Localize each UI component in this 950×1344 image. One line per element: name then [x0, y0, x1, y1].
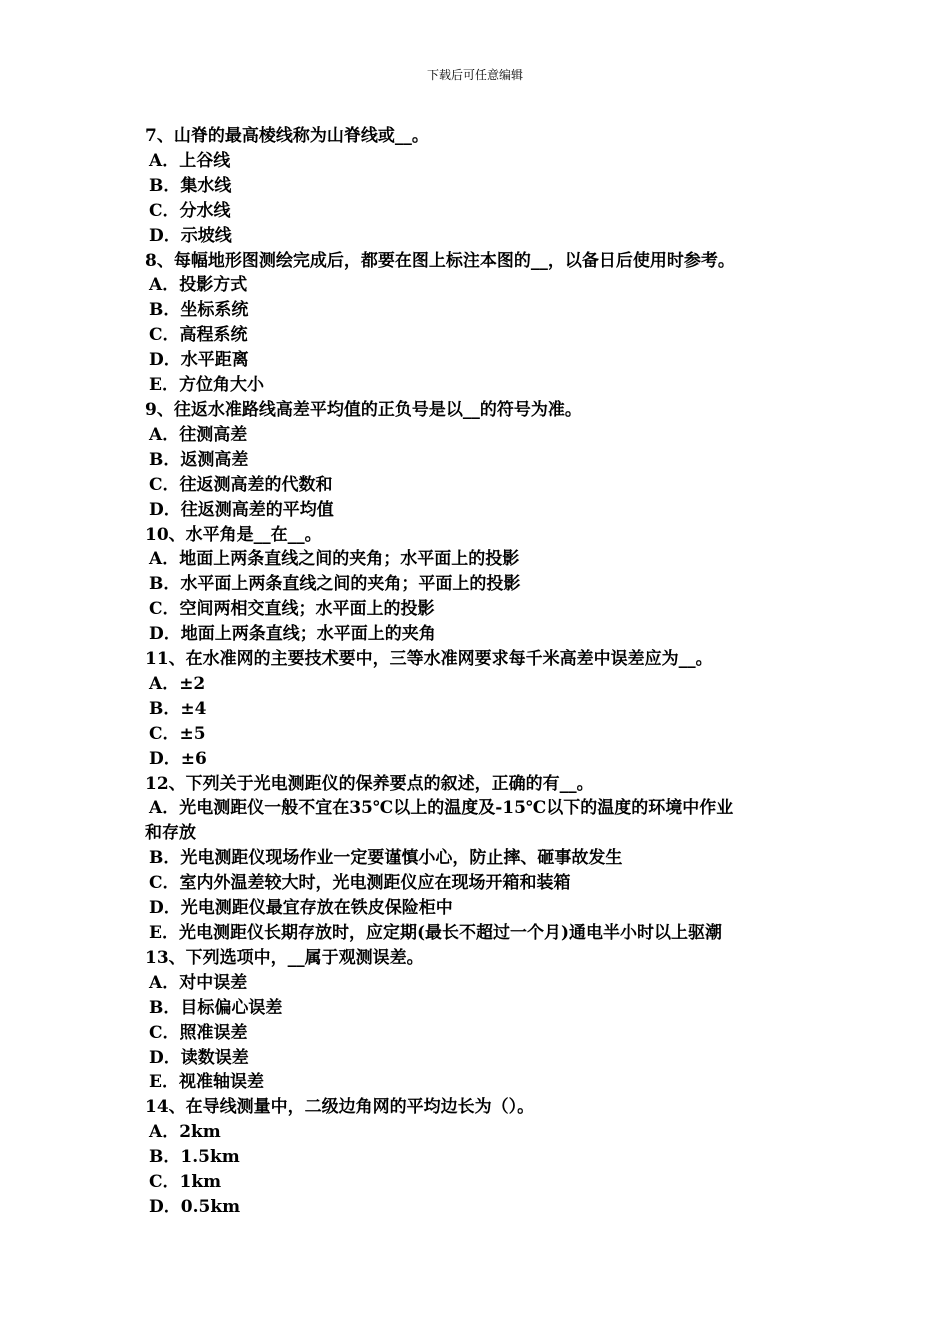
question-text: 14、在导线测量中，二级边角网的平均边长为（）。 — [145, 1097, 535, 1118]
question-text: 7、山脊的最高棱线称为山脊线或__。 — [145, 126, 429, 146]
answer-option: C．1km — [149, 1172, 222, 1193]
answer-option: A．地面上两条直线之间的夹角；水平面上的投影 — [149, 549, 520, 570]
answer-option: D．读数误差 — [149, 1047, 249, 1068]
answer-option: A．2km — [149, 1122, 221, 1143]
answer-option: C．空间两相交直线；水平面上的投影 — [149, 599, 435, 620]
answer-option: D．示坡线 — [149, 225, 232, 246]
question-text: 8、每幅地形图测绘完成后，都要在图上标注本图的__，以备日后使用时参考。 — [145, 250, 735, 271]
answer-option: B．集水线 — [149, 175, 232, 196]
question-text: 11、在水准网的主要技术要中，三等水准网要求每千米高差中误差应为__。 — [145, 649, 713, 670]
answer-option: D．水平距离 — [149, 350, 249, 371]
answer-option: D．光电测距仪最宜存放在铁皮保险柜中 — [149, 898, 453, 919]
answer-option: B．±4 — [149, 698, 207, 719]
answer-option: E．视准轴误差 — [149, 1072, 264, 1093]
question-list — [145, 124, 825, 1220]
question-text: 10、水平角是__在__。 — [145, 524, 322, 545]
question-text: 9、往返水准路线高差平均值的正负号是以__的符号为准。 — [145, 399, 582, 420]
answer-option: E．光电测距仪长期存放时，应定期(最长不超过一个月)通电半小时以上驱潮 — [149, 923, 723, 943]
answer-option: A．投影方式 — [149, 275, 248, 296]
answer-option: D．±6 — [149, 748, 207, 769]
answer-option: C．室内外温差较大时，光电测距仪应在现场开箱和装箱 — [149, 873, 571, 894]
answer-option: B．光电测距仪现场作业一定要谨慎小心，防止摔、砸事故发生 — [149, 848, 623, 869]
answer-option: A．对中误差 — [149, 972, 248, 993]
answer-option: B．坐标系统 — [149, 300, 249, 321]
answer-option: C．±5 — [149, 723, 206, 744]
answer-option: C．照准误差 — [149, 1022, 248, 1043]
answer-option: C．分水线 — [149, 200, 231, 221]
answer-option: D．0.5km — [149, 1196, 241, 1217]
answer-option: A．光电测距仪一般不宜在35℃以上的温度及-15℃以下的温度的环境中作业 — [149, 798, 734, 819]
question-text: 12、下列关于光电测距仪的保养要点的叙述，正确的有__。 — [145, 773, 594, 794]
answer-option: D．地面上两条直线；水平面上的夹角 — [149, 624, 436, 645]
answer-option: B．水平面上两条直线之间的夹角；平面上的投影 — [149, 574, 521, 595]
question-text: 13、下列选项中，__属于观测误差。 — [145, 947, 424, 968]
page-header: 下载后可任意编辑 — [426, 68, 523, 82]
answer-option: B．目标偏心误差 — [149, 997, 283, 1018]
answer-option: B．返测高差 — [149, 449, 249, 470]
answer-option: B．1.5km — [149, 1147, 240, 1168]
answer-option: C．往返测高差的代数和 — [149, 474, 333, 495]
answer-option: C．高程系统 — [149, 325, 248, 346]
answer-option: A．往测高差 — [149, 424, 248, 445]
answer-option: E．方位角大小 — [149, 375, 264, 396]
answer-option: A．上谷线 — [149, 150, 231, 171]
answer-continuation: 和存放 — [145, 823, 196, 844]
answer-option: D．往返测高差的平均值 — [149, 499, 334, 520]
answer-option: A．±2 — [149, 673, 206, 694]
